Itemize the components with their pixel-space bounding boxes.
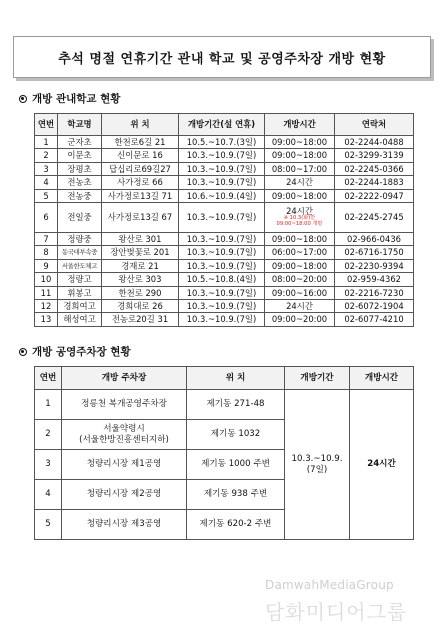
row-no: 10 <box>35 273 58 286</box>
open-period: 10.6.~10.9.(4일) <box>179 189 265 202</box>
school-name: 동국대부속중 <box>58 246 102 259</box>
table-row <box>35 202 414 232</box>
row-no: 6 <box>35 202 58 232</box>
row-no: 5 <box>35 189 58 202</box>
table-row <box>35 232 414 245</box>
col-header-school: 학교명 <box>58 114 102 136</box>
school-location: 경재로 21 <box>102 259 179 272</box>
row-no: 3 <box>35 162 58 175</box>
school-section-heading <box>19 91 120 106</box>
row-no: 2 <box>35 420 62 450</box>
open-hours: 24시간 <box>286 206 313 217</box>
parking-period: 10.3.~10.9. <box>291 453 343 464</box>
school-location: 한천로 290 <box>102 286 179 299</box>
open-period: 10.3.~10.9.(7일) <box>179 259 265 272</box>
open-hours: 09:00~18:00 <box>265 189 335 202</box>
row-no: 4 <box>35 480 62 510</box>
school-name: 전농초 <box>58 176 102 189</box>
school-location: 한천로6길 21 <box>102 136 179 149</box>
col-header-parking: 개방 주차장 <box>62 367 187 390</box>
col-header-no: 연번 <box>35 367 62 390</box>
school-name: 이문초 <box>58 149 102 162</box>
row-no: 5 <box>35 510 62 540</box>
parking-table-header <box>35 367 414 390</box>
open-hours: 09:00~16:00 <box>265 286 335 299</box>
open-hours-cell <box>265 202 335 232</box>
parking-table <box>34 366 414 540</box>
open-hours: 08:00~17:00 <box>265 162 335 175</box>
school-location: 전농로20길 31 <box>102 313 179 326</box>
school-name: 정량고 <box>58 273 102 286</box>
open-period: 10.5.~10.7.(3일) <box>179 136 265 149</box>
table-row <box>35 176 414 189</box>
parking-location: 제기동 1032 <box>187 420 285 450</box>
open-hours: 08:00~20:00 <box>265 273 335 286</box>
row-no: 9 <box>35 259 58 272</box>
school-name: 해성여고 <box>58 313 102 326</box>
parking-hours: 24시간 <box>350 390 414 540</box>
open-hours: 09:00~18:00 <box>265 232 335 245</box>
open-period: 10.3.~10.9.(7일) <box>179 162 265 175</box>
open-hours: 09:00~18:00 <box>265 136 335 149</box>
school-location: 왕산로 301 <box>102 232 179 245</box>
open-hours: 06:00~17:00 <box>265 246 335 259</box>
contact-number: 02-6716-1750 <box>335 246 414 259</box>
table-row <box>35 149 414 162</box>
hours-note: 09:00~18:00 개방 <box>276 220 323 227</box>
parking-section-heading <box>19 344 131 359</box>
row-no: 12 <box>35 299 58 312</box>
parking-location: 제기동 620-2 주변 <box>187 510 285 540</box>
parking-location: 제기동 271-48 <box>187 390 285 420</box>
parking-name: 청량리시장 제3공영 <box>62 510 187 540</box>
table-row <box>35 136 414 149</box>
row-no: 4 <box>35 176 58 189</box>
school-location: 왕산로 303 <box>102 273 179 286</box>
open-period: 10.5.~10.8.(4일) <box>179 273 265 286</box>
row-no: 1 <box>35 136 58 149</box>
row-no: 3 <box>35 450 62 480</box>
circle-bullet-icon <box>19 348 27 356</box>
school-name: 군자초 <box>58 136 102 149</box>
open-period: 10.3.~10.9.(7일) <box>179 176 265 189</box>
school-name: 정량중 <box>58 232 102 245</box>
school-location: 답십리로69길27 <box>102 162 179 175</box>
col-header-location: 위 치 <box>102 114 179 136</box>
contact-number: 02-966-0436 <box>335 232 414 245</box>
table-row <box>35 189 414 202</box>
row-no: 2 <box>35 149 58 162</box>
school-location: 경희대로 26 <box>102 299 179 312</box>
table-row <box>35 286 414 299</box>
school-table-header <box>35 114 414 136</box>
hours-note: ※ 10.3(화)만 <box>283 214 316 221</box>
row-no: 11 <box>35 286 58 299</box>
contact-number: 02-6077-4210 <box>335 313 414 326</box>
open-hours: 24시간 <box>265 176 335 189</box>
parking-period-cell <box>285 390 350 540</box>
watermark-english: DamwahMediaGroup <box>265 578 394 592</box>
col-header-period: 개방기간(설 연휴) <box>179 114 265 136</box>
table-row <box>35 246 414 259</box>
row-no: 1 <box>35 390 62 420</box>
table-row <box>35 273 414 286</box>
school-location: 사가정로 66 <box>102 176 179 189</box>
school-name: 휘봉고 <box>58 286 102 299</box>
open-hours: 09:00~18:00 <box>265 149 335 162</box>
contact-number: 02-3299-3139 <box>335 149 414 162</box>
parking-name: 정릉천 복개공영주차장 <box>62 390 187 420</box>
school-table <box>34 113 414 327</box>
parking-name-detail: (서울한방진흥센터지하) <box>79 434 169 445</box>
parking-location: 제기동 938 주변 <box>187 480 285 510</box>
parking-location: 제기동 1000 주변 <box>187 450 285 480</box>
table-row <box>35 299 414 312</box>
school-name: 장평초 <box>58 162 102 175</box>
table-row <box>35 259 414 272</box>
school-location: 사가정로13길 71 <box>102 189 179 202</box>
school-location: 장안벚꽃로 201 <box>102 246 179 259</box>
table-row <box>35 313 414 326</box>
open-period: 10.3.~10.9.(7일) <box>179 202 265 232</box>
open-period: 10.3.~10.9.(7일) <box>179 299 265 312</box>
col-header-contact: 연락처 <box>335 114 414 136</box>
col-header-hours: 개방시간 <box>265 114 335 136</box>
circle-bullet-icon <box>19 95 27 103</box>
open-period: 10.3.~10.9.(7일) <box>179 149 265 162</box>
open-period: 10.3.~10.9.(7일) <box>179 232 265 245</box>
contact-number: 02-2244-0488 <box>335 136 414 149</box>
contact-number: 02-2230-9394 <box>335 259 414 272</box>
col-header-hours: 개방시간 <box>350 367 414 390</box>
parking-name: 서울약령시 <box>103 423 145 434</box>
school-location: 사가정로13길 67 <box>102 202 179 232</box>
row-no: 7 <box>35 232 58 245</box>
watermark-korean: 담화미디어그룹 <box>265 600 408 624</box>
contact-number: 02-959-4362 <box>335 273 414 286</box>
col-header-no: 연번 <box>35 114 58 136</box>
table-row <box>35 390 414 420</box>
col-header-period: 개방기간 <box>285 367 350 390</box>
contact-number: 02-2244-1883 <box>335 176 414 189</box>
school-name: 전농중 <box>58 189 102 202</box>
school-section-title: 개방 관내학교 현황 <box>32 93 121 105</box>
parking-name-cell <box>62 420 187 450</box>
school-name: 서울한도체고 <box>58 259 102 272</box>
contact-number: 02-6072-1904 <box>335 299 414 312</box>
contact-number: 02-2245-2745 <box>335 202 414 232</box>
table-row <box>35 162 414 175</box>
contact-number: 02-2216-7230 <box>335 286 414 299</box>
open-hours: 09:00~20:00 <box>265 313 335 326</box>
contact-number: 02-2245-0366 <box>335 162 414 175</box>
parking-name: 청량리시장 제1공영 <box>62 450 187 480</box>
open-period: 10.3.~10.9.(7일) <box>179 246 265 259</box>
parking-section-title: 개방 공영주차장 현황 <box>32 346 131 358</box>
row-no: 13 <box>35 313 58 326</box>
document-title: 추석 명절 연휴기간 관내 학교 및 공영주차장 개방 현황 <box>13 36 431 78</box>
contact-number: 02-2222-0947 <box>335 189 414 202</box>
row-no: 8 <box>35 246 58 259</box>
open-period: 10.3.~10.9.(7일) <box>179 313 265 326</box>
school-location: 신이문로 16 <box>102 149 179 162</box>
school-name: 경희여고 <box>58 299 102 312</box>
parking-name: 청량리시장 제2공영 <box>62 480 187 510</box>
open-hours: 24시간 <box>265 299 335 312</box>
open-period: 10.3.~10.9.(7일) <box>179 286 265 299</box>
col-header-location: 위 치 <box>187 367 285 390</box>
school-name: 전일중 <box>58 202 102 232</box>
parking-period-days: (7일) <box>306 464 328 475</box>
open-hours: 09:00~18:00 <box>265 259 335 272</box>
